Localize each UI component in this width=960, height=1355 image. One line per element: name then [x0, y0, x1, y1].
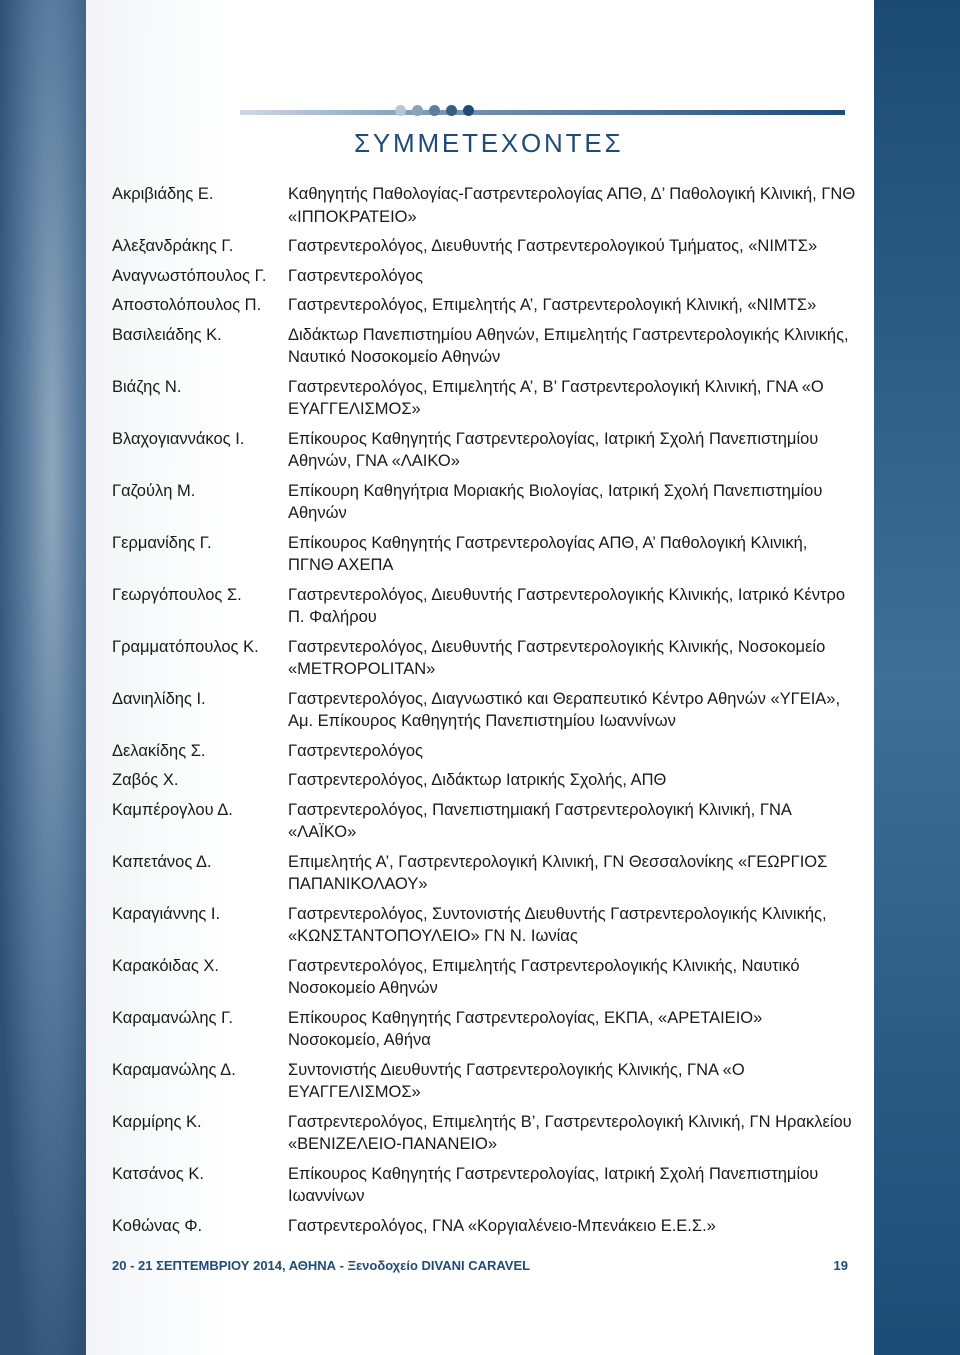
footer-event: 20 - 21 ΣΕΠΤΕΜΒΡΙΟΥ 2014, ΑΘΗΝΑ - Ξενοδοχείο DIVANI CARAVEL [112, 1258, 531, 1273]
participant-list [112, 183, 857, 1244]
participant-description: Επίκουρος Καθηγητής Γαστρεντερολογίας, Ιατρική Σχολή Πανεπιστημίου Ιωαννίνων [288, 1164, 819, 1205]
participant-name: Καπετάνος Δ. [112, 852, 212, 871]
header-dots [395, 105, 474, 116]
participant-description: Γαστρεντερολόγος [288, 741, 423, 760]
participant-name: Ζαβός Χ. [112, 771, 179, 789]
participant-description: Γαστρεντερολόγος, Διευθυντής Γαστρεντερολογικής Κλινικής, Νοσοκομείο «METROPOLITAN» [288, 637, 826, 678]
participant-row [112, 428, 857, 473]
participant-name: Βασιλειάδης Κ. [112, 325, 222, 344]
participant-name: Καρμίρης Κ. [112, 1112, 202, 1131]
participant-row [112, 1007, 857, 1052]
participant-description: Γαστρεντερολόγος, Διαγνωστικό και Θεραπευτικό Κέντρο Αθηνών «ΥΓΕΙΑ», Αμ. Επίκουρος Καθηγητής Πανεπιστημίου Ιωαννίνων [288, 689, 841, 730]
participant-row [112, 769, 857, 792]
participant-name: Αλεξανδράκης Γ. [112, 237, 234, 255]
participant-row [112, 1111, 857, 1156]
header-dot [463, 105, 474, 116]
participant-row [112, 376, 857, 421]
participant-row [112, 183, 857, 228]
header-rule [240, 110, 845, 115]
participant-name: Κατσάνος Κ. [112, 1164, 204, 1183]
participant-name: Καρακόιδας Χ. [112, 956, 220, 975]
participant-name: Καραγιάννης Ι. [112, 904, 221, 923]
participant-description: Γαστρεντερολόγος, Επιμελητής Α’, Γαστρεντερολογική Κλινική, «ΝΙΜΤΣ» [288, 296, 817, 314]
participant-description: Επίκουρος Καθηγητής Γαστρεντερολογίας, ΕΚΠΑ, «ΑΡΕΤΑΙΕΙΟ» Νοσοκομείο, Αθήνα [288, 1008, 763, 1049]
participant-description: Γαστρεντερολόγος, Διδάκτωρ Ιατρικής Σχολής, ΑΠΘ [288, 771, 667, 789]
header-dot [412, 105, 423, 116]
participant-name: Βλαχογιαννάκος Ι. [112, 429, 245, 448]
header-dot [429, 105, 440, 116]
participant-description: Γαστρεντερολόγος, Επιμελητής Γαστρεντερολογικής Κλινικής, Ναυτικό Νοσοκομείο Αθηνών [288, 956, 800, 997]
participant-description: Συντονιστής Διευθυντής Γαστρεντερολογικής Κλινικής, ΓΝΑ «Ο ΕΥΑΓΓΕΛΙΣΜΟΣ» [288, 1060, 745, 1101]
participant-description: Επιμελητής Α’, Γαστρεντερολογική Κλινική, ΓΝ Θεσσαλονίκης «ΓΕΩΡΓΙΟΣ ΠΑΠΑΝΙΚΟΛΑΟΥ» [288, 852, 828, 893]
participant-row [112, 532, 857, 577]
participant-row [112, 903, 857, 948]
background-right [874, 0, 960, 1355]
participant-description: Διδάκτωρ Πανεπιστημίου Αθηνών, Επιμελητής Γαστρεντερολογικής Κλινικής, Ναυτικό Νοσοκομείο Αθηνών [288, 325, 849, 366]
participant-name: Γεωργόπουλος Σ. [112, 585, 242, 604]
footer [112, 1258, 848, 1278]
participant-description: Γαστρεντερολόγος [288, 266, 423, 285]
participant-row [112, 294, 857, 317]
participant-name: Δανιηλίδης Ι. [112, 689, 206, 708]
participant-description: Επίκουρος Καθηγητής Γαστρεντερολογίας, Ιατρική Σχολή Πανεπιστημίου Αθηνών, ΓΝΑ «ΛΑΙΚΟ» [288, 429, 819, 470]
participant-row [112, 584, 857, 629]
participant-description: Επίκουρη Καθηγήτρια Μοριακής Βιολογίας, Ιατρική Σχολή Πανεπιστημίου Αθηνών [288, 481, 823, 522]
page-title: ΣΥΜΜΕΤΕΧΟΝΤΕΣ [354, 128, 624, 158]
participant-name: Δελακίδης Σ. [112, 741, 206, 760]
participant-description: Γαστρεντερολόγος, Συντονιστής Διευθυντής Γαστρεντερολογικής Κλινικής, «ΚΩΝΣΤΑΝΤΟΠΟΥΛΕΙΟ» ΓΝ Ν. Ιωνίας [288, 904, 827, 945]
participant-name: Καραμανώλης Γ. [112, 1008, 233, 1027]
participant-name: Καμπέρογλου Δ. [112, 800, 233, 819]
participant-row [112, 1059, 857, 1104]
participant-row [112, 688, 857, 733]
participant-name: Καραμανώλης Δ. [112, 1060, 236, 1079]
participant-name: Γερμανίδης Γ. [112, 533, 212, 552]
participant-row [112, 265, 857, 288]
participant-description: Επίκουρος Καθηγητής Γαστρεντερολογίας ΑΠΘ, Α’ Παθολογική Κλινική, ΠΓΝΘ ΑΧΕΠΑ [288, 533, 808, 574]
participant-row [112, 799, 857, 844]
participant-description: Γαστρεντερολόγος, Διευθυντής Γαστρεντερολογικής Κλινικής, Ιατρικό Κέντρο Π. Φαλήρου [288, 585, 846, 626]
header-dot [446, 105, 457, 116]
participant-row [112, 324, 857, 369]
participant-row [112, 851, 857, 896]
participant-name: Κοθώνας Φ. [112, 1216, 203, 1235]
participant-name: Ακριβιάδης Ε. [112, 185, 214, 203]
participant-name: Αποστολόπουλος Π. [112, 296, 262, 314]
participant-row [112, 480, 857, 525]
participant-name: Γαζούλη Μ. [112, 481, 196, 500]
participant-description: Καθηγητής Παθολογίας-Γαστρεντερολογίας ΑΠΘ, Δ’ Παθολογική Κλινική, ΓΝΘ «ΙΠΠΟΚΡΑΤΕΙΟ» [288, 185, 856, 226]
background-left [0, 0, 86, 1355]
participant-row [112, 740, 857, 763]
participant-description: Γαστρεντερολόγος, ΓΝΑ «Κοργιαλένειο-Μπενάκειο Ε.Ε.Σ.» [288, 1216, 716, 1235]
participant-row [112, 955, 857, 1000]
participant-row [112, 1163, 857, 1208]
page-number: 19 [833, 1258, 848, 1273]
participant-row [112, 1215, 857, 1238]
header-dot [395, 105, 406, 116]
participant-description: Γαστρεντερολόγος, Επιμελητής Α’, Β’ Γαστρεντερολογική Κλινική, ΓΝΑ «Ο ΕΥΑΓΓΕΛΙΣΜΟΣ» [288, 377, 824, 418]
participant-name: Γραμματόπουλος Κ. [112, 637, 259, 656]
participant-row [112, 636, 857, 681]
participant-description: Γαστρεντερολόγος, Διευθυντής Γαστρεντερολογικού Τμήματος, «ΝΙΜΤΣ» [288, 237, 818, 255]
participant-description: Γαστρεντερολόγος, Πανεπιστημιακή Γαστρεντερολογική Κλινική, ΓΝΑ «ΛΑΪΚΟ» [288, 800, 791, 841]
participant-description: Γαστρεντερολόγος, Επιμελητής Β’, Γαστρεντερολογική Κλινική, ΓΝ Ηρακλείου «ΒΕΝΙΖΕΛΕΙΟ-ΠΑΝΑΝΕΙΟ» [288, 1112, 852, 1153]
participant-name: Αναγνωστόπουλος Γ. [112, 266, 267, 285]
participant-row [112, 235, 857, 258]
participant-name: Βιάζης Ν. [112, 377, 182, 396]
